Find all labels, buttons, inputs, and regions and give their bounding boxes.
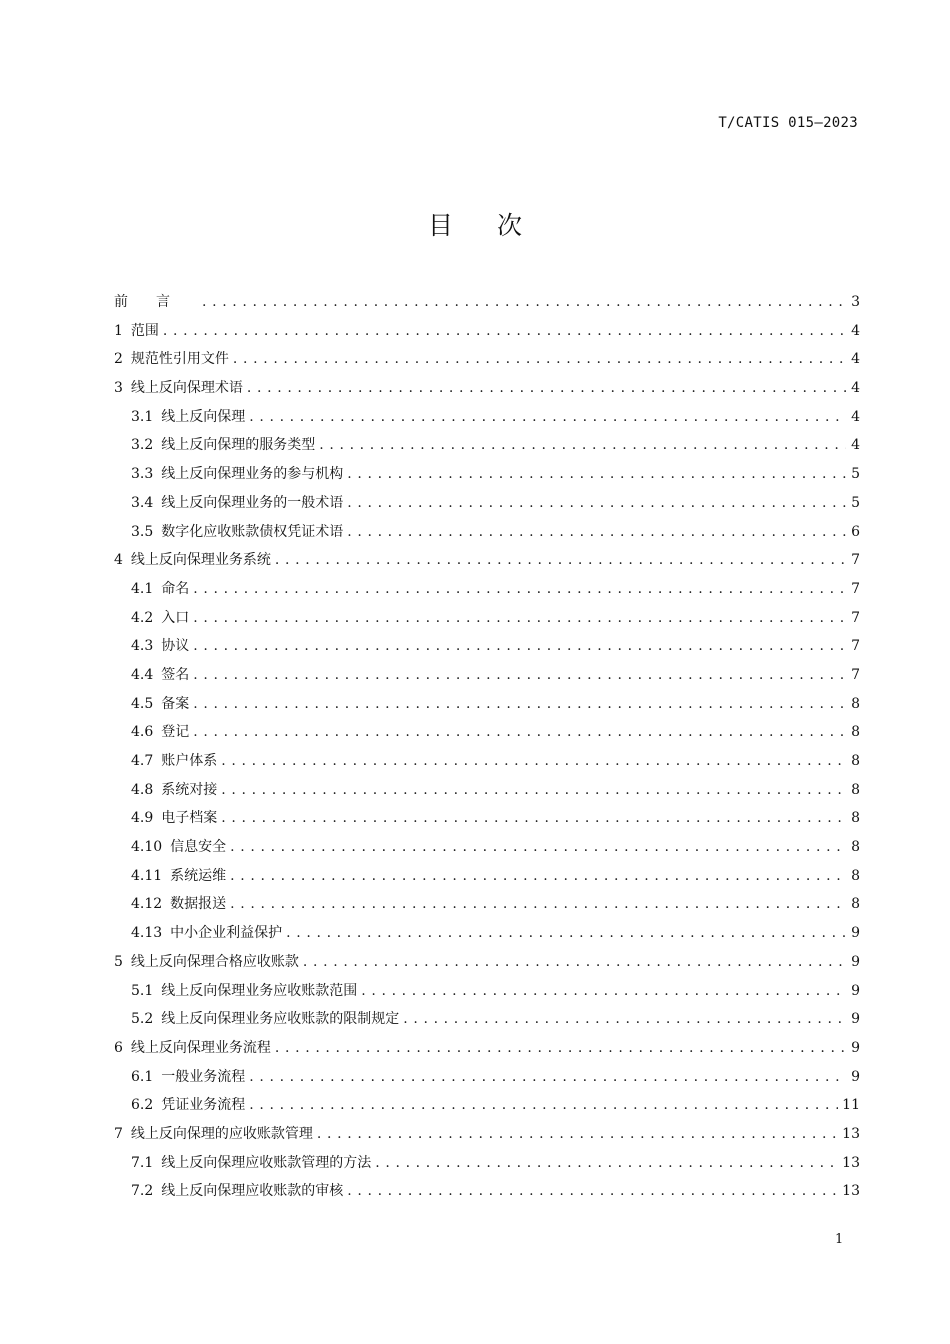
toc-entry-page: 4 bbox=[851, 380, 860, 397]
toc-entry-label bbox=[131, 1063, 245, 1092]
toc-entry-page: 9 bbox=[851, 925, 860, 942]
toc-entry-number: 6.2 bbox=[131, 1097, 154, 1114]
toc-entry-page: 7 bbox=[851, 638, 860, 655]
toc-entry-text: 备案 bbox=[161, 695, 190, 712]
toc-entry[interactable] bbox=[114, 690, 860, 719]
toc-entry-number: 4.13 bbox=[131, 925, 163, 942]
toc-entry-page: 7 bbox=[851, 609, 860, 626]
toc-entry-label bbox=[114, 345, 229, 374]
toc-entry[interactable] bbox=[114, 1177, 860, 1206]
toc-entry-label bbox=[131, 403, 245, 432]
standard-code: T/CATIS 015—2023 bbox=[718, 115, 858, 131]
toc-entry-text: 线上反向保理业务的参与机构 bbox=[161, 466, 344, 483]
dot-leader bbox=[357, 977, 846, 1006]
dot-leader bbox=[315, 431, 846, 460]
table-of-contents bbox=[114, 288, 860, 1206]
toc-entry-text: 范围 bbox=[130, 322, 159, 339]
toc-entry-page: 9 bbox=[851, 982, 860, 999]
toc-entry-number: 5.2 bbox=[131, 1011, 154, 1028]
toc-entry-text: 一般业务流程 bbox=[161, 1068, 246, 1085]
page-number: 1 bbox=[835, 1232, 844, 1247]
toc-entry[interactable] bbox=[114, 632, 860, 661]
toc-entry-number: 3 bbox=[114, 380, 123, 397]
toc-entry-number: 4.9 bbox=[131, 810, 154, 827]
toc-entry-number: 4.8 bbox=[131, 781, 154, 798]
toc-entry-page: 5 bbox=[851, 466, 860, 483]
toc-entry-label bbox=[114, 374, 243, 403]
toc-entry-label bbox=[131, 977, 357, 1006]
toc-entry-page: 13 bbox=[842, 1154, 860, 1171]
toc-entry-label bbox=[131, 661, 189, 690]
toc-entry[interactable] bbox=[114, 1034, 860, 1063]
toc-entry-number: 4.12 bbox=[131, 896, 163, 913]
dot-leader bbox=[343, 460, 846, 489]
toc-entry-page: 7 bbox=[851, 552, 860, 569]
toc-entry-label bbox=[131, 690, 189, 719]
dot-leader bbox=[343, 1177, 838, 1206]
toc-entry[interactable] bbox=[114, 546, 860, 575]
toc-entry[interactable] bbox=[114, 890, 860, 919]
toc-entry-page: 3 bbox=[851, 294, 860, 310]
toc-entry-number: 4.11 bbox=[131, 867, 163, 884]
toc-entry-number: 4.7 bbox=[131, 753, 154, 769]
toc-entry-label bbox=[131, 919, 282, 948]
toc-entry-number: 4.5 bbox=[131, 695, 154, 712]
toc-entry[interactable] bbox=[114, 718, 860, 747]
dot-leader bbox=[282, 919, 846, 948]
toc-entry[interactable] bbox=[114, 1091, 860, 1120]
toc-entry-text: 线上反向保理业务应收账款范围 bbox=[161, 982, 358, 999]
toc-entry-page: 8 bbox=[851, 724, 860, 741]
toc-entry-text: 线上反向保理 bbox=[161, 408, 246, 425]
toc-entry-label bbox=[131, 575, 189, 604]
dot-leader bbox=[271, 1034, 846, 1063]
dot-leader bbox=[343, 518, 846, 547]
dot-leader bbox=[217, 776, 846, 805]
dot-leader bbox=[189, 661, 846, 690]
toc-entry-page: 13 bbox=[842, 1183, 860, 1200]
toc-entry-text: 前言 bbox=[114, 294, 198, 310]
toc-entry-page: 9 bbox=[851, 953, 860, 970]
toc-entry-text: 数据报送 bbox=[170, 896, 227, 913]
dot-leader bbox=[343, 489, 846, 518]
toc-entry-number: 6.1 bbox=[131, 1068, 154, 1085]
toc-entry-page: 7 bbox=[851, 666, 860, 683]
toc-entry-label bbox=[114, 317, 159, 346]
toc-entry[interactable] bbox=[114, 919, 860, 948]
toc-entry-label bbox=[131, 776, 217, 805]
toc-entry-text: 线上反向保理业务系统 bbox=[130, 552, 271, 569]
toc-entry-page: 7 bbox=[851, 580, 860, 597]
toc-entry-text: 入口 bbox=[161, 609, 190, 626]
toc-entry-label bbox=[131, 1091, 245, 1120]
dot-leader bbox=[243, 374, 846, 403]
toc-entry[interactable] bbox=[114, 833, 860, 862]
toc-entry[interactable] bbox=[114, 518, 860, 547]
dot-leader bbox=[189, 575, 846, 604]
toc-entry[interactable] bbox=[114, 604, 860, 633]
toc-entry-number: 3.3 bbox=[131, 466, 154, 483]
toc-entry-page: 6 bbox=[851, 523, 860, 540]
toc-entry-number: 7 bbox=[114, 1125, 123, 1142]
toc-entry-label bbox=[131, 1149, 371, 1178]
toc-entry-page: 9 bbox=[851, 1068, 860, 1085]
toc-entry-number: 4.10 bbox=[131, 839, 163, 856]
toc-entry[interactable] bbox=[114, 431, 860, 460]
toc-entry-text: 命名 bbox=[161, 580, 190, 597]
toc-entry-text: 账户体系 bbox=[161, 753, 218, 769]
toc-entry-page: 8 bbox=[851, 896, 860, 913]
toc-entry-text: 线上反向保理业务流程 bbox=[130, 1039, 271, 1056]
toc-entry-number: 4.3 bbox=[131, 638, 154, 655]
dot-leader bbox=[189, 690, 846, 719]
dot-leader bbox=[189, 632, 846, 661]
toc-entry-text: 电子档案 bbox=[161, 810, 218, 827]
toc-entry-number: 3.2 bbox=[131, 437, 154, 454]
toc-entry[interactable] bbox=[114, 1005, 860, 1034]
toc-entry-number: 5.1 bbox=[131, 982, 154, 999]
toc-entry-page: 4 bbox=[851, 408, 860, 425]
toc-entry-page: 4 bbox=[851, 322, 860, 339]
dot-leader bbox=[313, 1120, 838, 1149]
toc-entry[interactable] bbox=[114, 948, 860, 977]
toc-entry[interactable] bbox=[114, 345, 860, 374]
dot-leader bbox=[159, 317, 846, 346]
toc-entry[interactable] bbox=[114, 747, 860, 776]
page-title: 目次 bbox=[427, 211, 566, 240]
toc-entry-number: 7.1 bbox=[131, 1154, 154, 1171]
toc-entry-label bbox=[131, 460, 343, 489]
toc-entry-number: 3.1 bbox=[131, 408, 154, 425]
dot-leader bbox=[226, 862, 846, 891]
toc-entry-label bbox=[114, 948, 299, 977]
toc-entry-page: 8 bbox=[851, 810, 860, 827]
toc-entry-number: 4.1 bbox=[131, 580, 154, 597]
toc-entry-text: 系统对接 bbox=[161, 781, 218, 798]
toc-entry-label bbox=[131, 1177, 343, 1206]
toc-entry-label bbox=[131, 1005, 399, 1034]
dot-leader bbox=[226, 890, 846, 919]
toc-entry-label bbox=[131, 890, 226, 919]
toc-entry[interactable] bbox=[114, 977, 860, 1006]
toc-entry-number: 7.2 bbox=[131, 1183, 154, 1200]
toc-entry-text: 线上反向保理术语 bbox=[130, 380, 243, 397]
toc-entry-label bbox=[131, 718, 189, 747]
toc-entry-text: 线上反向保理合格应收账款 bbox=[130, 953, 299, 970]
toc-entry[interactable] bbox=[114, 862, 860, 891]
toc-entry-page: 8 bbox=[851, 695, 860, 712]
dot-leader bbox=[217, 804, 846, 833]
toc-entry-page: 5 bbox=[851, 494, 860, 511]
toc-entry[interactable] bbox=[114, 804, 860, 833]
toc-entry-number: 4 bbox=[114, 552, 123, 569]
toc-entry-text: 系统运维 bbox=[170, 867, 227, 884]
toc-entry[interactable] bbox=[114, 1063, 860, 1092]
toc-entry-text: 线上反向保理业务应收账款的限制规定 bbox=[161, 1011, 400, 1028]
toc-entry-number: 4.4 bbox=[131, 666, 154, 683]
dot-leader bbox=[189, 604, 846, 633]
toc-entry[interactable] bbox=[114, 1120, 860, 1149]
toc-entry-number: 1 bbox=[114, 322, 123, 339]
toc-entry[interactable] bbox=[114, 374, 860, 403]
dot-leader bbox=[189, 718, 846, 747]
toc-entry-text: 中小企业利益保护 bbox=[170, 925, 283, 942]
toc-entry-text: 线上反向保理应收账款管理的方法 bbox=[161, 1154, 372, 1171]
toc-entry-page: 4 bbox=[851, 351, 860, 368]
toc-entry-label bbox=[131, 489, 343, 518]
toc-entry-page: 9 bbox=[851, 1039, 860, 1056]
toc-entry[interactable] bbox=[114, 489, 860, 518]
toc-entry-text: 线上反向保理的服务类型 bbox=[161, 437, 316, 454]
toc-entry[interactable] bbox=[114, 575, 860, 604]
toc-entry-number: 5 bbox=[114, 953, 123, 970]
dot-leader bbox=[371, 1149, 838, 1178]
toc-entry-number: 3.5 bbox=[131, 523, 154, 540]
toc-entry-label bbox=[131, 632, 189, 661]
toc-entry-page: 8 bbox=[851, 781, 860, 798]
toc-entry[interactable] bbox=[114, 1149, 860, 1178]
toc-entry-number: 4.6 bbox=[131, 724, 154, 741]
toc-entry-label bbox=[131, 862, 226, 891]
toc-entry-label bbox=[131, 604, 189, 633]
dot-leader bbox=[271, 546, 846, 575]
toc-entry-page: 8 bbox=[851, 839, 860, 856]
toc-entry-text: 线上反向保理的应收账款管理 bbox=[130, 1125, 313, 1142]
toc-entry[interactable] bbox=[114, 460, 860, 489]
dot-leader bbox=[229, 345, 846, 374]
toc-entry-label bbox=[131, 747, 217, 776]
toc-entry-number: 3.4 bbox=[131, 494, 154, 511]
toc-entry[interactable] bbox=[114, 776, 860, 805]
toc-entry-text: 信息安全 bbox=[170, 839, 227, 856]
toc-entry-page: 13 bbox=[842, 1125, 860, 1142]
dot-leader bbox=[217, 747, 846, 776]
toc-entry[interactable] bbox=[114, 661, 860, 690]
toc-entry-number: 4.2 bbox=[131, 609, 154, 626]
toc-entry[interactable] bbox=[114, 288, 860, 317]
dot-leader bbox=[245, 1091, 838, 1120]
toc-entry-page: 11 bbox=[842, 1097, 860, 1114]
dot-leader bbox=[245, 403, 846, 432]
toc-entry-text: 签名 bbox=[161, 666, 190, 683]
toc-entry-number: 2 bbox=[114, 351, 123, 368]
toc-entry-page: 9 bbox=[851, 1011, 860, 1028]
toc-entry-label bbox=[131, 431, 315, 460]
dot-leader bbox=[245, 1063, 846, 1092]
toc-entry[interactable] bbox=[114, 403, 860, 432]
toc-entry-text: 线上反向保理业务的一般术语 bbox=[161, 494, 344, 511]
toc-entry-text: 凭证业务流程 bbox=[161, 1097, 246, 1114]
toc-entry[interactable] bbox=[114, 317, 860, 346]
toc-entry-text: 线上反向保理应收账款的审核 bbox=[161, 1183, 344, 1200]
toc-entry-label bbox=[114, 546, 271, 575]
toc-entry-page: 8 bbox=[851, 753, 860, 769]
toc-entry-label bbox=[114, 288, 198, 317]
toc-entry-label bbox=[131, 804, 217, 833]
toc-entry-label bbox=[131, 833, 226, 862]
toc-entry-page: 8 bbox=[851, 867, 860, 884]
dot-leader bbox=[226, 833, 846, 862]
toc-entry-label bbox=[131, 518, 343, 547]
toc-entry-text: 登记 bbox=[161, 724, 190, 741]
dot-leader bbox=[399, 1005, 846, 1034]
toc-entry-page: 4 bbox=[851, 437, 860, 454]
toc-entry-text: 协议 bbox=[161, 638, 190, 655]
toc-entry-text: 规范性引用文件 bbox=[130, 351, 229, 368]
dot-leader bbox=[198, 288, 846, 317]
toc-entry-label bbox=[114, 1120, 313, 1149]
toc-entry-label bbox=[114, 1034, 271, 1063]
dot-leader bbox=[299, 948, 846, 977]
toc-entry-number: 6 bbox=[114, 1039, 123, 1056]
toc-entry-text: 数字化应收账款债权凭证术语 bbox=[161, 523, 344, 540]
